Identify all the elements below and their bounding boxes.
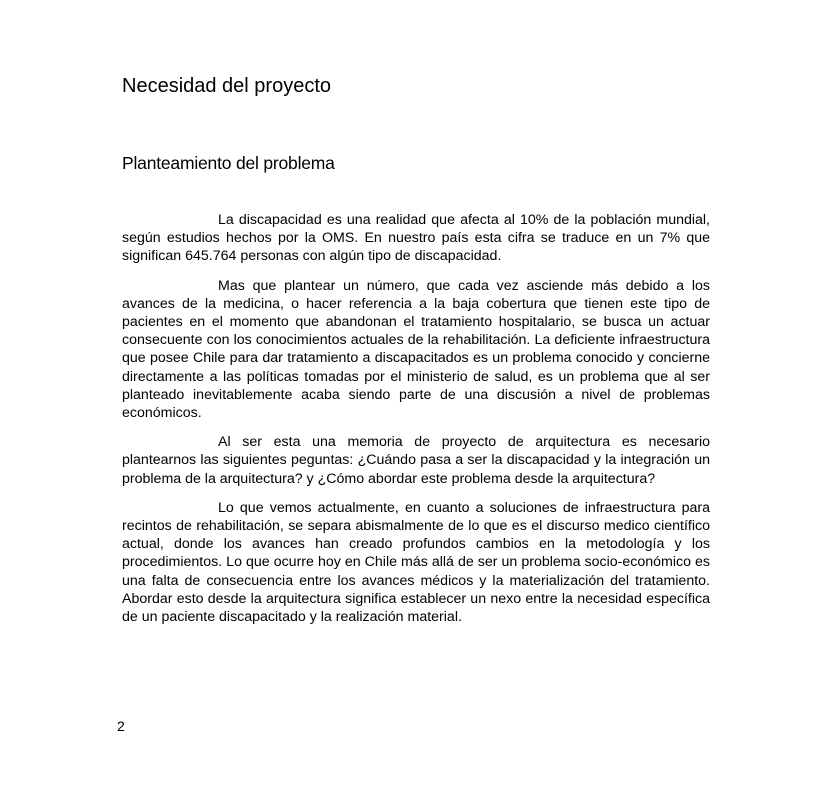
page-number: 2 (117, 718, 125, 734)
subsection-heading: Planteamiento del problema (122, 153, 335, 173)
section-heading: Necesidad del proyecto (122, 75, 332, 97)
paragraph-3: Al ser esta una memoria de proyecto de arquitectura es necesario plantearnos las siguientes peguntas: ¿Cuándo pasa a ser la discapacidad y la integración un problema de la arquitectura? y ¿Cómo abordar este problema desde la arquitectura? (122, 434, 710, 487)
paragraph-2: Mas que plantear un número, que cada vez asciende más debido a los avances de la medicina, o hacer referencia a la baja cobertura que tienen este tipo de pacientes en el momento que abandonan el tratamiento hospitalario, se busca un actuar consecuente con los conocimientos actuales de la rehabilitación. La deficiente infraestructura que posee Chile para dar tratamiento a discapacitados es un problema conocido y concierne directamente a las políticas tomadas por el ministerio de salud, es un problema que al ser planteado inevitablemente acaba siendo parte de una discusión a nivel de problemas económicos. (122, 277, 710, 422)
paragraph-1: La discapacidad es una realidad que afecta al 10% de la población mundial, según estudios hechos por la OMS. En nuestro país esta cifra se traduce en un 7% que significan 645.764 personas con algún tipo de discapacidad. (122, 212, 710, 265)
body-text (122, 211, 710, 637)
paragraph-4: Lo que vemos actualmente, en cuanto a soluciones de infraestructura para recintos de rehabilitación, se separa abismalmente de lo que es el discurso medico científico actual, donde los avances han creado profundos cambios en la metodología y los procedimientos. Lo que ocurre hoy en Chile más allá de ser un problema socio-económico es una falta de consecuencia entre los avances médicos y la materialización del tratamiento. Abordar esto desde la arquitectura significa establecer un nexo entre la necesidad específica de un paciente discapacitado y la realización material. (122, 499, 710, 626)
